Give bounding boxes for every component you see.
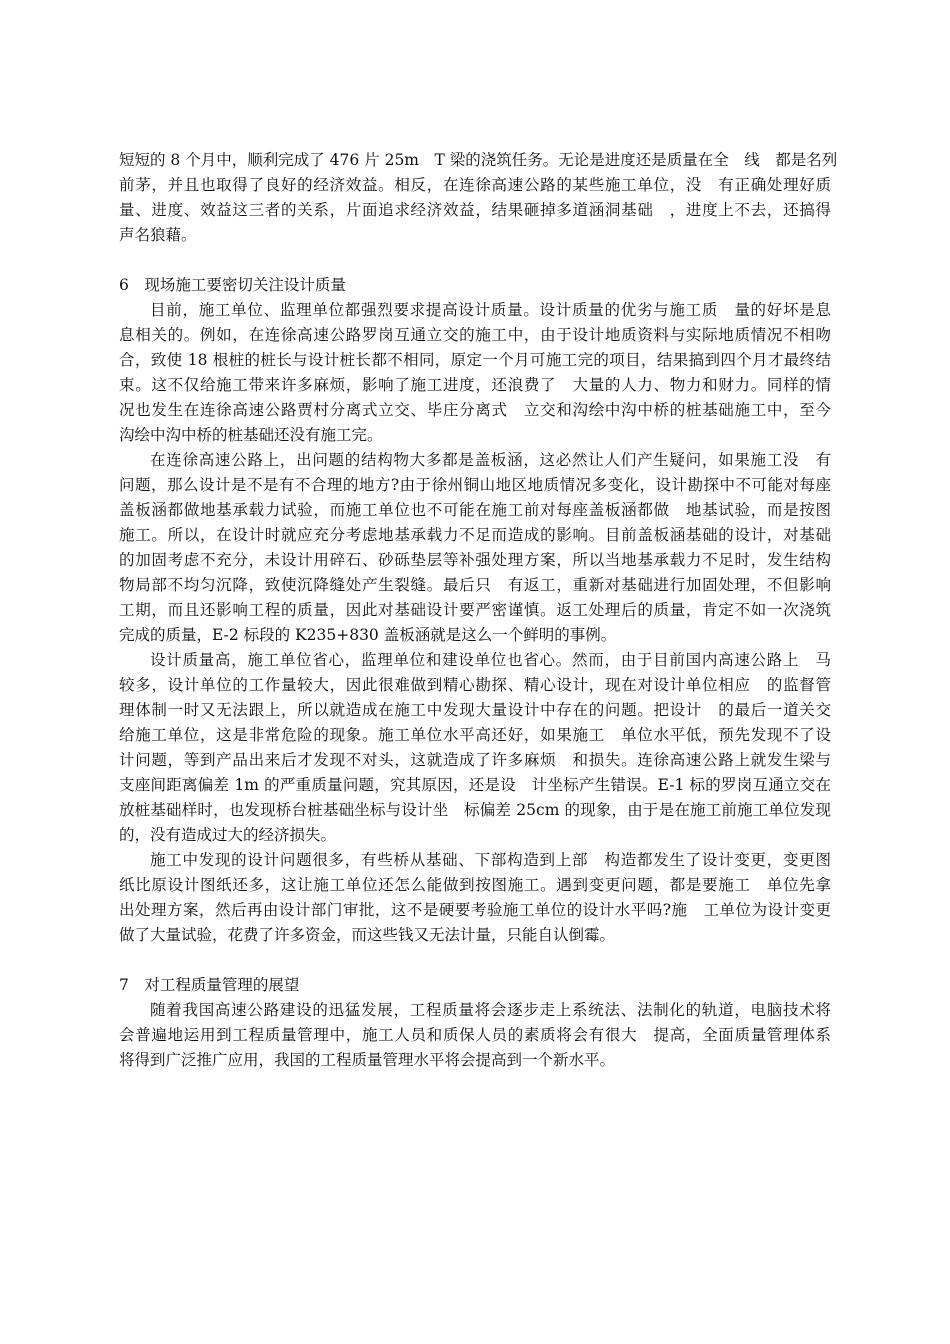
text-line: 合，致使 18 根桩的桩长与设计桩长都不相同，原定一个月可施工完的项目，结果搞到四个月才最终结 xyxy=(119,351,831,369)
text-line: 将得到广泛推广应用，我国的工程质量管理水平将会提高到一个新水平。 xyxy=(119,1051,616,1069)
text-line: 况也发生在连徐高速公路贾村分离式立交、毕庄分离式 立交和沟绘中沟中桥的桩基础施工中，至今 xyxy=(119,401,831,419)
text-line: 盖板涵都做地基承载力试验，而施工单位也不可能在施工前对每座盖板涵都做 地基试验，而是按图 xyxy=(119,501,831,519)
text-line: 物局部不均匀沉降，致使沉降缝处产生裂缝。最后只 有返工，重新对基础进行加固处理，不但影响 xyxy=(119,576,831,594)
text-line: 息相关的。例如，在连徐高速公路罗岗互通立交的施工中，由于设计地质资料与实际地质情况不相吻 xyxy=(119,326,831,344)
text-line: 目前，施工单位、监理单位都强烈要求提高设计质量。设计质量的优劣与施工质 量的好坏是息 xyxy=(150,301,831,319)
text-line: 的加固考虑不充分，未设计用碎石、砂砾垫层等补强处理方案，所以当地基承载力不足时，发生结构 xyxy=(119,551,831,569)
text-line: 束。这不仅给施工带来许多麻烦，影响了施工进度，还浪费了 大量的人力、物力和财力。同样的情 xyxy=(119,376,831,394)
section-7-heading: 7 对工程质量管理的展望 xyxy=(119,976,300,994)
text-line: 较多，设计单位的工作量较大，因此很难做到精心勘探、精心设计，现在对设计单位相应 的监督管 xyxy=(119,676,831,694)
text-line: 支座间距离偏差 1m 的严重质量问题，究其原因，还是设 计坐标产生错误。E-1 标的罗岗互通立交在 xyxy=(119,776,831,794)
text-line: 纸比原设计图纸还多，这让施工单位还怎么能做到按图施工。遇到变更问题，都是要施工 单位先拿 xyxy=(119,876,831,894)
text-line: 在连徐高速公路上，出问题的结构物大多都是盖板涵，这必然让人们产生疑问，如果施工没 有 xyxy=(150,451,831,469)
text-line: 工期，而且还影响工程的质量，因此对基础设计要严密谨慎。返工处理后的质量，肯定不如一次浇筑 xyxy=(119,601,831,619)
text-line: 沟绘中沟中桥的桩基础还没有施工完。 xyxy=(119,426,383,444)
text-line: 问题，那么设计是不是有不合理的地方?由于徐州铜山地区地质情况多变化，设计勘探中不可能对每座 xyxy=(119,476,831,494)
text-line: 声名狼藉。 xyxy=(119,226,197,244)
text-line: 随着我国高速公路建设的迅猛发展，工程质量将会逐步走上系统法、法制化的轨道，电脑技术将 xyxy=(150,1001,831,1019)
text-line: 会普遍地运用到工程质量管理中，施工人员和质保人员的素质将会有很大 提高，全面质量管理体系 xyxy=(119,1026,831,1044)
text-line: 给施工单位，这是非常危险的现象。施工单位水平高还好，如果施工 单位水平低，预先发现不了设 xyxy=(119,726,831,744)
text-line: 计问题，等到产品出来后才发现不对头，这就造成了许多麻烦 和损失。连徐高速公路上就发生梁与 xyxy=(119,751,831,769)
text-line: 施工。所以，在设计时就应充分考虑地基承载力不足而造成的影响。目前盖板涵基础的设计，对基础 xyxy=(119,526,831,544)
text-line: 施工中发现的设计问题很多，有些桥从基础、下部构造到上部 构造都发生了设计变更，变更图 xyxy=(150,851,831,869)
text-line: 做了大量试验，花费了许多资金，而这些钱又无法计量，只能自认倒霉。 xyxy=(119,926,616,944)
text-line: 完成的质量，E-2 标段的 K235+830 盖板涵就是这么一个鲜明的事例。 xyxy=(119,626,617,644)
text-line: 量、进度、效益这三者的关系，片面追求经济效益，结果砸掉多道涵洞基础 ，进度上不去，还搞得 xyxy=(119,201,831,219)
text-line: 设计质量高，施工单位省心，监理单位和建设单位也省心。然而，由于目前国内高速公路上 马 xyxy=(150,651,831,669)
text-line: 前茅，并且也取得了良好的经济效益。相反，在连徐高速公路的某些施工单位，没 有正确处理好质 xyxy=(119,176,831,194)
text-line: 短短的 8 个月中，顺利完成了 476 片 25m T 梁的浇筑任务。无论是进度还是质量在全 线 都是名列 xyxy=(119,151,838,169)
section-6-heading: 6 现场施工要密切关注设计质量 xyxy=(119,276,346,294)
text-line: 放桩基础样时，也发现桥台桩基础坐标与设计坐 标偏差 25cm 的现象，由于是在施工前施工单位发现 xyxy=(119,801,831,819)
text-line: 的，没有造成过大的经济损失。 xyxy=(119,826,337,844)
text-line: 出处理方案，然后再由设计部门审批，这不是硬要考验施工单位的设计水平吗?施 工单位为设计变更 xyxy=(119,901,831,919)
text-line: 理体制一时又无法跟上，所以就造成在施工中发现大量设计中存在的问题。把设计 的最后一道关交 xyxy=(119,701,831,719)
